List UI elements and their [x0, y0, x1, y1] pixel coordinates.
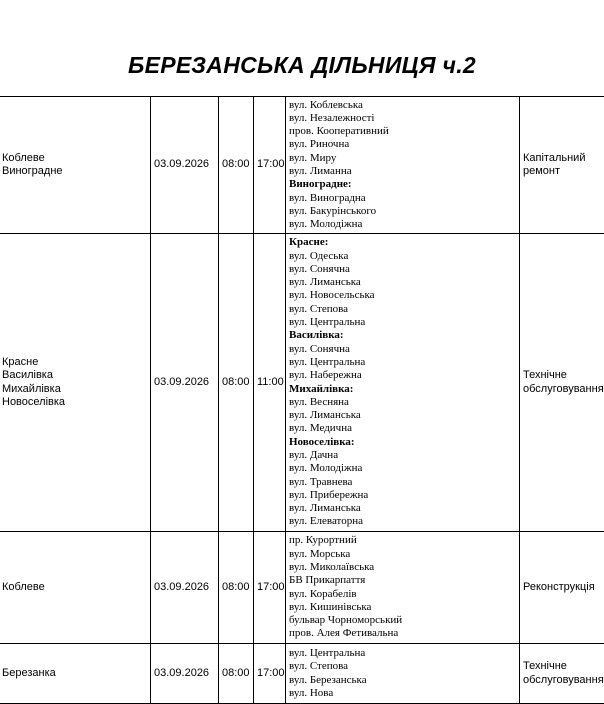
settlement-heading: Виноградне:	[289, 178, 352, 191]
table-row	[0, 234, 604, 532]
street-name: вул. Центральна	[289, 355, 366, 368]
street-name: вул. Морська	[289, 547, 351, 560]
street-name: вул. Весняна	[289, 395, 349, 408]
settlement-heading: Михайлівка:	[289, 382, 354, 395]
settlement-heading: Василівка:	[289, 329, 344, 342]
street-name: вул. Степова	[289, 302, 349, 315]
street-name: бульвар Чорноморський	[289, 614, 403, 627]
end-time-cell: 17:00	[254, 97, 286, 234]
street-name: вул. Травнева	[289, 475, 353, 488]
street-name: вул. Елеваторна	[289, 515, 363, 528]
street-name: пров. Кооперативний	[289, 125, 389, 138]
settlement-name: Красне	[2, 355, 39, 368]
settlement-name: Михайлівка	[2, 382, 61, 395]
street-name: вул. Дачна	[289, 448, 339, 461]
street-name: вул. Лиманська	[289, 409, 361, 422]
settlements-cell	[0, 234, 151, 532]
table-row	[0, 97, 604, 234]
street-name: вул. Набережна	[289, 369, 362, 382]
street-name: вул. Березанська	[289, 673, 367, 686]
street-name: БВ Прикарпаття	[289, 574, 366, 587]
street-name: вул. Незалежності	[289, 111, 375, 124]
street-name: вул. Прибережна	[289, 488, 369, 501]
settlement-heading: Новоселівка:	[289, 435, 355, 448]
work-type-cell	[520, 532, 604, 644]
date-cell: 03.09.2026	[151, 97, 219, 234]
end-time-cell: 17:00	[254, 644, 286, 704]
street-name: вул. Коблевська	[289, 98, 363, 111]
street-name: вул. Молодіжна	[289, 218, 363, 231]
settlement-name: Василівка	[2, 369, 53, 382]
street-name: пр. Курортний	[289, 534, 357, 547]
outage-table-body	[0, 97, 604, 704]
outage-table	[0, 96, 604, 704]
streets-cell	[286, 532, 520, 644]
work-type-text: Технічне	[523, 660, 567, 673]
street-name: вул. Риночна	[289, 138, 350, 151]
settlements-cell	[0, 532, 151, 644]
street-name: вул. Нова	[289, 686, 334, 699]
date-cell: 03.09.2026	[151, 532, 219, 644]
street-name: вул. Центральна	[289, 646, 366, 659]
settlement-name: Коблеве	[2, 151, 45, 164]
street-name: вул. Медична	[289, 422, 352, 435]
start-time-cell: 08:00	[219, 644, 254, 704]
settlement-name: Березанка	[2, 666, 56, 679]
date-cell: 03.09.2026	[151, 234, 219, 532]
settlement-heading: Красне:	[289, 236, 329, 249]
street-name: вул. Центральна	[289, 316, 366, 329]
street-name: вул. Миру	[289, 151, 337, 164]
settlements-cell	[0, 644, 151, 704]
work-type-text: ремонт	[523, 165, 561, 177]
streets-cell	[286, 97, 520, 234]
street-name: вул. Корабелів	[289, 587, 357, 600]
street-name: вул. Кишинівська	[289, 600, 372, 613]
street-name: вул. Сонячна	[289, 342, 350, 355]
street-name: вул. Одеська	[289, 249, 349, 262]
street-name: вул. Виноградна	[289, 191, 366, 204]
street-name: вул. Степова	[289, 660, 349, 673]
work-type-text: Капітальний	[523, 151, 586, 164]
settlement-name: Новоселівка	[2, 395, 66, 408]
work-type-cell	[520, 234, 604, 532]
end-time-cell: 11:00	[254, 234, 286, 532]
table-row	[0, 644, 604, 704]
settlements-cell	[0, 97, 151, 234]
street-name: вул. Молодіжна	[289, 462, 363, 475]
street-name: вул. Лиманна	[289, 165, 352, 177]
work-type-text: обслуговування	[523, 673, 604, 686]
table-row	[0, 532, 604, 644]
street-name: вул. Лиманська	[289, 276, 361, 289]
street-name: вул. Сонячна	[289, 262, 350, 275]
date-cell: 03.09.2026	[151, 644, 219, 704]
settlement-name: Виноградне	[2, 165, 63, 177]
street-name: вул. Новосельська	[289, 289, 375, 302]
street-name: вул. Миколаївська	[289, 560, 375, 573]
work-type-text: Технічне	[523, 369, 567, 382]
street-name: вул. Бакурінського	[289, 204, 377, 217]
work-type-text: Реконструкція	[523, 580, 595, 593]
streets-cell	[286, 234, 520, 532]
streets-cell	[286, 644, 520, 704]
work-type-cell	[520, 644, 604, 704]
end-time-cell: 17:00	[254, 532, 286, 644]
start-time-cell: 08:00	[219, 97, 254, 234]
start-time-cell: 08:00	[219, 532, 254, 644]
work-type-text: обслуговування	[523, 382, 604, 395]
settlement-name: Коблеве	[2, 580, 45, 593]
work-type-cell	[520, 97, 604, 234]
street-name: вул. Лиманська	[289, 502, 361, 515]
street-name: пров. Алея Фетивальна	[289, 627, 399, 640]
start-time-cell: 08:00	[219, 234, 254, 532]
page-title: БЕРЕЗАНСЬКА ДІЛЬНИЦЯ ч.2	[128, 52, 476, 78]
